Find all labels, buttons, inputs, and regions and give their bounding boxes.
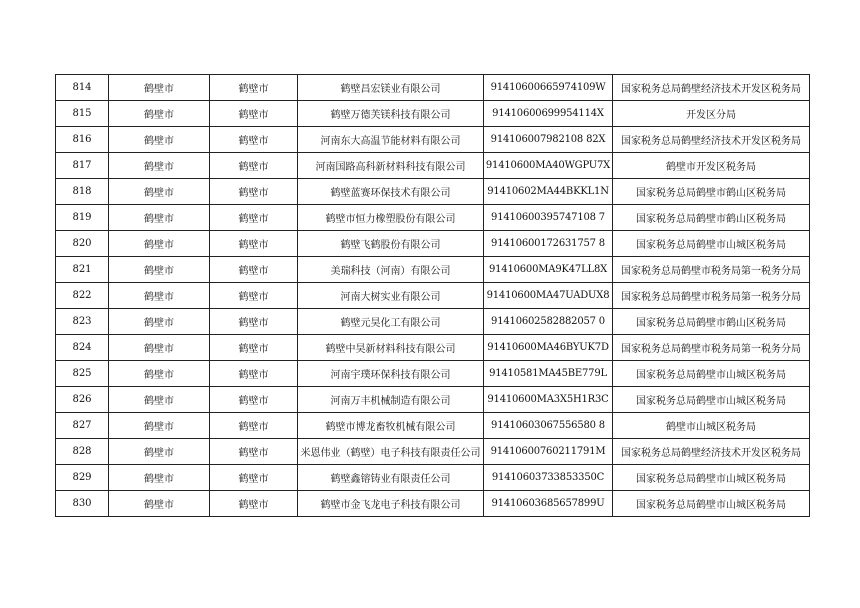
cell-credit-code: 91410603067556580 8 [484,413,613,439]
cell-no: 820 [56,231,109,257]
table-row [56,309,810,335]
table-row [56,335,810,361]
cell-tax-office: 国家税务总局鹤壁市山城区税务局 [613,465,810,491]
cell-city: 鹤壁市 [109,361,210,387]
cell-company-name: 河南宇璞环保科技有限公司 [298,361,484,387]
enterprise-table [55,74,810,517]
cell-no: 824 [56,335,109,361]
cell-company-name: 鹤壁中昊新材料科技有限公司 [298,335,484,361]
cell-tax-office: 国家税务总局鹤壁市税务局第一税务分局 [613,335,810,361]
cell-tax-office: 鹤壁市开发区税务局 [613,153,810,179]
cell-no: 819 [56,205,109,231]
cell-company-name: 美瑞科技（河南）有限公司 [298,257,484,283]
cell-tax-office: 国家税务总局鹤壁市鹤山区税务局 [613,309,810,335]
cell-credit-code: 91410603685657899U [484,491,613,517]
cell-company-name: 河南国路高科新材料科技有限公司 [298,153,484,179]
cell-no: 828 [56,439,109,465]
cell-credit-code: 914106007982108 82X [484,127,613,153]
cell-no: 814 [56,75,109,101]
cell-county: 鹤壁市 [210,387,298,413]
cell-company-name: 鹤壁飞鹤股份有限公司 [298,231,484,257]
table-row [56,231,810,257]
cell-county: 鹤壁市 [210,283,298,309]
cell-no: 823 [56,309,109,335]
cell-city: 鹤壁市 [109,179,210,205]
cell-credit-code: 91410581MA45BE779L [484,361,613,387]
cell-city: 鹤壁市 [109,309,210,335]
cell-no: 827 [56,413,109,439]
table-row [56,127,810,153]
table-body [56,75,810,517]
cell-city: 鹤壁市 [109,439,210,465]
cell-city: 鹤壁市 [109,127,210,153]
cell-city: 鹤壁市 [109,413,210,439]
cell-credit-code: 91410600172631757 8 [484,231,613,257]
cell-no: 821 [56,257,109,283]
cell-county: 鹤壁市 [210,335,298,361]
cell-company-name: 鹤壁市金飞龙电子科技有限公司 [298,491,484,517]
cell-credit-code: 91410600MA40WGPU7X [484,153,613,179]
cell-tax-office: 国家税务总局鹤壁市山城区税务局 [613,491,810,517]
cell-county: 鹤壁市 [210,75,298,101]
cell-no: 815 [56,101,109,127]
cell-company-name: 鹤壁元昊化工有限公司 [298,309,484,335]
cell-company-name: 鹤壁蓝赛环保技术有限公司 [298,179,484,205]
table-row [56,413,810,439]
cell-county: 鹤壁市 [210,153,298,179]
cell-city: 鹤壁市 [109,101,210,127]
table-row [56,179,810,205]
cell-no: 826 [56,387,109,413]
cell-county: 鹤壁市 [210,179,298,205]
cell-tax-office: 国家税务总局鹤壁市税务局第一税务分局 [613,283,810,309]
cell-company-name: 鹤壁万德芙镁科技有限公司 [298,101,484,127]
cell-city: 鹤壁市 [109,205,210,231]
cell-tax-office: 国家税务总局鹤壁市山城区税务局 [613,231,810,257]
table-row [56,205,810,231]
cell-county: 鹤壁市 [210,491,298,517]
cell-credit-code: 91410600760211791M [484,439,613,465]
cell-tax-office: 国家税务总局鹤壁经济技术开发区税务局 [613,127,810,153]
cell-county: 鹤壁市 [210,101,298,127]
cell-county: 鹤壁市 [210,439,298,465]
cell-credit-code: 91410603733853350C [484,465,613,491]
cell-county: 鹤壁市 [210,361,298,387]
table-row [56,491,810,517]
cell-city: 鹤壁市 [109,335,210,361]
cell-tax-office: 国家税务总局鹤壁市鹤山区税务局 [613,179,810,205]
cell-credit-code: 91410600395747108 7 [484,205,613,231]
cell-city: 鹤壁市 [109,387,210,413]
cell-credit-code: 91410600MA3X5H1R3C [484,387,613,413]
cell-city: 鹤壁市 [109,153,210,179]
cell-credit-code: 91410600MA9K47LL8X [484,257,613,283]
cell-tax-office: 鹤壁市山城区税务局 [613,413,810,439]
cell-county: 鹤壁市 [210,465,298,491]
cell-company-name: 河南东大高温节能材料有限公司 [298,127,484,153]
cell-company-name: 鹤壁市恒力橡塑股份有限公司 [298,205,484,231]
table-row [56,257,810,283]
cell-company-name: 鹤壁鑫镕铸业有限责任公司 [298,465,484,491]
cell-city: 鹤壁市 [109,75,210,101]
table-row [56,387,810,413]
cell-county: 鹤壁市 [210,231,298,257]
cell-no: 816 [56,127,109,153]
table-row [56,465,810,491]
cell-no: 822 [56,283,109,309]
cell-city: 鹤壁市 [109,465,210,491]
table-row [56,283,810,309]
table-row [56,361,810,387]
cell-company-name: 米恩伟业（鹤壁）电子科技有限责任公司 [298,439,484,465]
cell-city: 鹤壁市 [109,257,210,283]
cell-county: 鹤壁市 [210,413,298,439]
cell-no: 830 [56,491,109,517]
table-row [56,75,810,101]
cell-city: 鹤壁市 [109,231,210,257]
cell-tax-office: 国家税务总局鹤壁市山城区税务局 [613,387,810,413]
cell-no: 829 [56,465,109,491]
cell-tax-office: 国家税务总局鹤壁经济技术开发区税务局 [613,439,810,465]
cell-credit-code: 91410600665974109W [484,75,613,101]
cell-no: 825 [56,361,109,387]
cell-city: 鹤壁市 [109,283,210,309]
cell-no: 818 [56,179,109,205]
cell-county: 鹤壁市 [210,257,298,283]
cell-company-name: 河南万丰机械制造有限公司 [298,387,484,413]
cell-credit-code: 91410600MA46BYUK7D [484,335,613,361]
cell-county: 鹤壁市 [210,127,298,153]
cell-credit-code: 91410602MA44BKKL1N [484,179,613,205]
cell-city: 鹤壁市 [109,491,210,517]
cell-no: 817 [56,153,109,179]
cell-credit-code: 91410600MA47UADUX8 [484,283,613,309]
cell-county: 鹤壁市 [210,205,298,231]
cell-credit-code: 91410600699954114X [484,101,613,127]
cell-company-name: 河南大树实业有限公司 [298,283,484,309]
cell-company-name: 鹤壁昌宏镁业有限公司 [298,75,484,101]
cell-county: 鹤壁市 [210,309,298,335]
cell-credit-code: 91410602582882057 0 [484,309,613,335]
cell-tax-office: 国家税务总局鹤壁市鹤山区税务局 [613,205,810,231]
table-row [56,439,810,465]
cell-company-name: 鹤壁市博龙畜牧机械有限公司 [298,413,484,439]
table-row [56,153,810,179]
cell-tax-office: 国家税务总局鹤壁市山城区税务局 [613,361,810,387]
table-row [56,101,810,127]
cell-tax-office: 国家税务总局鹤壁市税务局第一税务分局 [613,257,810,283]
cell-tax-office: 开发区分局 [613,101,810,127]
cell-tax-office: 国家税务总局鹤壁经济技术开发区税务局 [613,75,810,101]
